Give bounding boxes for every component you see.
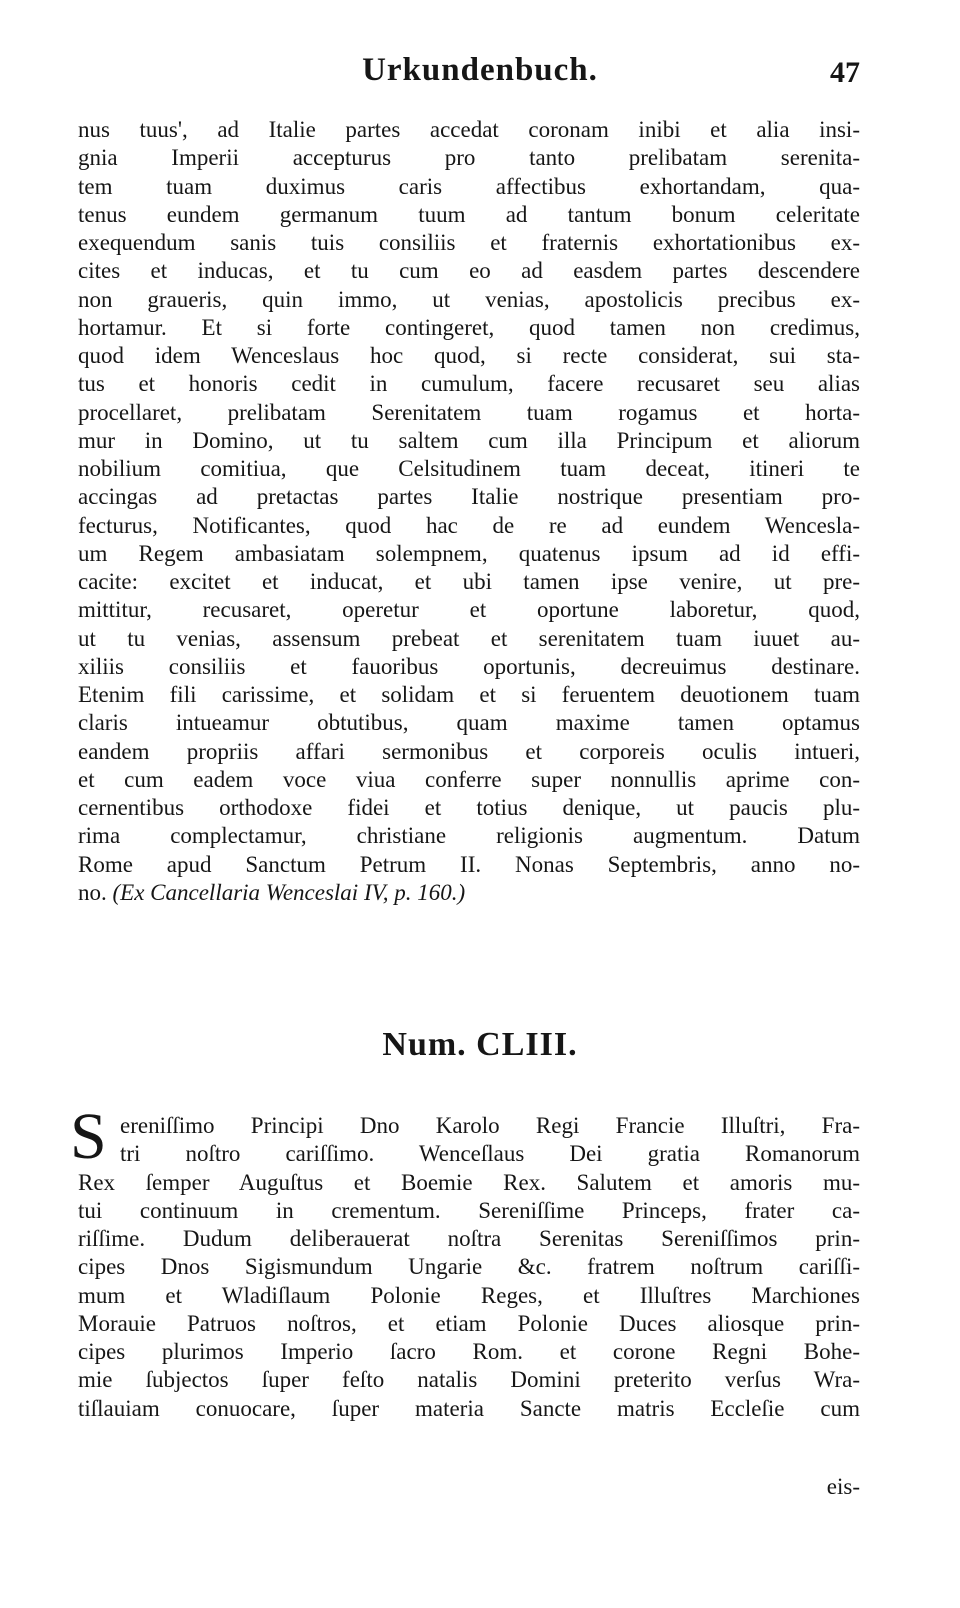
text-line: eandem propriis affari sermonibus et corporeis oculis intueri,	[78, 738, 860, 764]
text-line-first: ereniſſimo Principi Dno Karolo Regi Francie Illuſtri, Fra-	[120, 1113, 860, 1138]
running-head	[0, 52, 960, 112]
text-line: et cum eadem voce viua conferre super nonnullis aprime con-	[78, 766, 860, 792]
text-line: cacite: excitet et inducat, et ubi tamen ipse venire, ut pre-	[78, 569, 860, 594]
running-title: Urkundenbuch.	[362, 52, 598, 88]
drop-cap: S	[70, 1100, 107, 1173]
text-line: rima complectamur, christiane religionis augmentum. Datum	[78, 823, 860, 849]
text-line: hortamur. Et si forte contingeret, quod tamen non credimus,	[78, 314, 860, 340]
text-line: gnia Imperii accepturus pro tanto prelibatam serenita-	[78, 145, 860, 171]
text-line: fecturus, Notificantes, quod hac de re ad eundem Wencesla-	[78, 512, 860, 538]
source-citation: (Ex Cancellaria Wenceslai IV, p. 160.)	[112, 879, 466, 905]
page-number: 47	[830, 56, 860, 89]
text-line: accingas ad pretactas partes Italie nostrique presentiam pro-	[78, 484, 860, 510]
text-line: mur in Domino, ut tu saltem cum illa Principum et aliorum	[78, 427, 860, 453]
section-heading: Num. CLIII.	[382, 1026, 578, 1063]
text-line: um Regem ambasiatam solempnem, quatenus ipsum ad id effi-	[78, 540, 860, 566]
text-line: nobilium comitiua, que Celsitudinem tuam deceat, itineri te	[78, 456, 860, 481]
text-line: tui continuum in crementum. Sereniſſime Princeps, frater ca-	[78, 1197, 860, 1223]
catchword: eis-	[826, 1474, 860, 1499]
text-line: tri noſtro cariſſimo. Wenceſlaus Dei gratia Romanorum	[120, 1141, 860, 1167]
text-line: Rome apud Sanctum Petrum II. Nonas Septembris, anno no-	[78, 851, 860, 877]
text-line: Morauie Patruos noſtros, et etiam Polonie Duces aliosque prin-	[78, 1310, 860, 1336]
text-line: nus tuus', ad Italie partes accedat coronam inibi et alia insi-	[78, 117, 860, 142]
text-line: tus et honoris cedit in cumulum, facere recusaret seu alias	[78, 371, 860, 397]
text-line: Rex ſemper Auguſtus et Boemie Rex. Salutem et amoris mu-	[78, 1169, 860, 1195]
text-line: tiſlauiam conuocare, ſuper materia Sancte matris Eccleſie cum	[78, 1395, 860, 1421]
text-block-continuation	[78, 116, 860, 907]
text-line: mittitur, recusaret, operetur et oportune laboretur, quod,	[78, 597, 860, 623]
text-line: riſſime. Dudum deliberauerat noſtra Serenitas Sereniſſimos prin-	[78, 1226, 860, 1251]
text-line: mum et Wladiſlaum Polonie Reges, et Illuſtres Marchiones	[78, 1282, 860, 1308]
text-line: exequendum sanis tuis consiliis et fraternis exhortationibus ex-	[78, 230, 860, 255]
text-line: tem tuam duximus caris affectibus exhortandam, qua-	[78, 173, 860, 199]
text-line: tenus eundem germanum tuum ad tantum bonum celeritate	[78, 201, 860, 227]
text-block-document-153	[78, 1112, 860, 1423]
text-line: quod idem Wenceslaus hoc quod, si recte considerat, sui sta-	[78, 343, 860, 368]
text-line: cites et inducas, et tu cum eo ad easdem partes descendere	[78, 258, 860, 284]
text-line: procellaret, prelibatam Serenitatem tuam rogamus et horta-	[78, 399, 860, 425]
text-line: cipes Dnos Sigismundum Ungarie &c. fratrem noſtrum cariſſi-	[78, 1254, 860, 1280]
text-line: cipes plurimos Imperio ſacro Rom. et corone Regni Bohe-	[78, 1339, 860, 1364]
text-line-last	[78, 879, 860, 907]
text-line: non graueris, quin immo, ut venias, apostolicis precibus ex-	[78, 286, 860, 312]
text-line: Etenim fili carissime, et solidam et si feruentem deuotionem tuam	[78, 682, 860, 707]
text-line: mie ſubjectos ſuper feſto natalis Domini preterito verſus Wra-	[78, 1367, 860, 1393]
text-line: cernentibus orthodoxe fidei et totius denique, ut paucis plu-	[78, 795, 860, 820]
text-line: ut tu venias, assensum prebeat et serenitatem tuam iuuet au-	[78, 625, 860, 651]
text-line: claris intueamur obtutibus, quam maxime tamen optamus	[78, 710, 860, 736]
text-line: xiliis consiliis et fauoribus oportunis, decreuimus destinare.	[78, 653, 860, 679]
text-line-last-plain: no.	[78, 879, 113, 905]
